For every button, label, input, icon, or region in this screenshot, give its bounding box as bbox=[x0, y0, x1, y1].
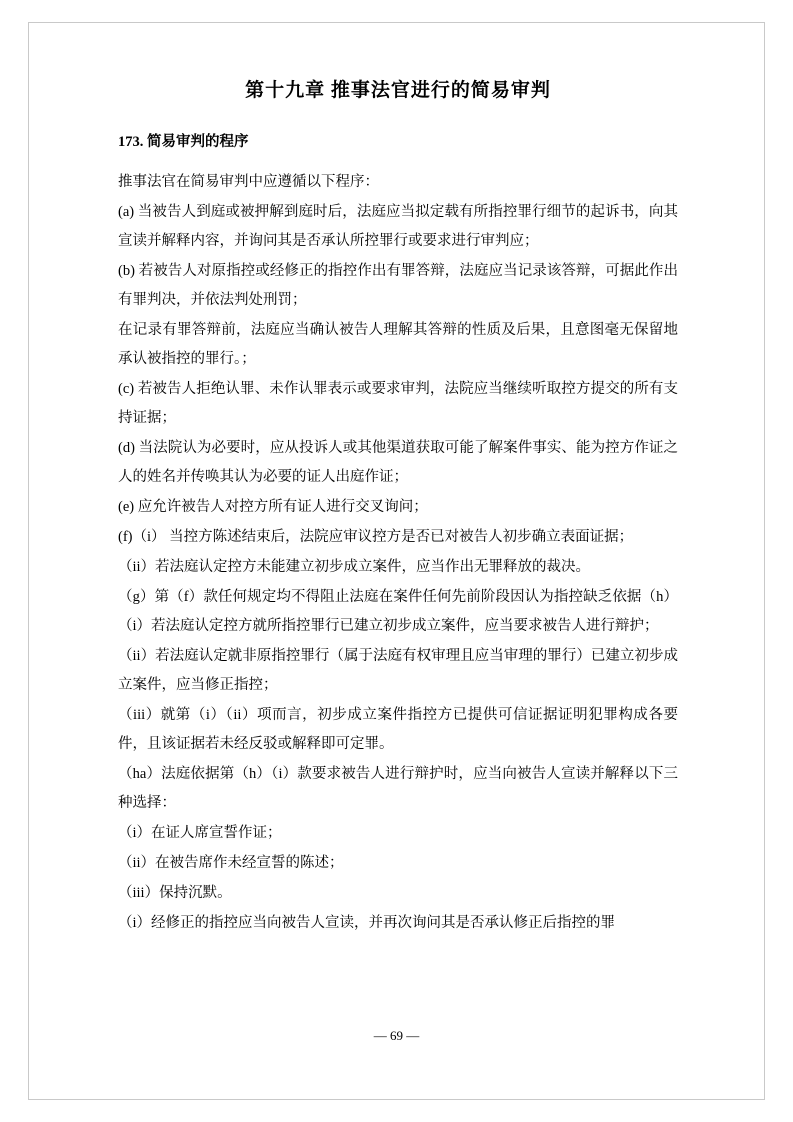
paragraph: （ii）若法庭认定就非原指控罪行（属于法庭有权审理且应当审理的罪行）已建立初步成立案件，应当修正指控； bbox=[118, 647, 678, 693]
paragraph: (e) 应允许被告人对控方所有证人进行交叉询问； bbox=[118, 498, 428, 515]
paragraph: (b) 若被告人对原指控或经修正的指控作出有罪答辩，法庭应当记录该答辩，可据此作出有罪判决，并依法判处刑罚； bbox=[118, 262, 678, 308]
paragraph: （ha）法庭依据第（h）（i）款要求被告人进行辩护时，应当向被告人宣读并解释以下三种选择： bbox=[118, 765, 678, 811]
paragraph: （ii）若法庭认定控方未能建立初步成立案件，应当作出无罪释放的裁决。 bbox=[118, 558, 591, 575]
paragraph: （i）在证人席宣誓作证； bbox=[118, 824, 282, 841]
paragraph: 推事法官在简易审判中应遵循以下程序： bbox=[118, 173, 379, 190]
paragraph: （g）第（f）款任何规定均不得阻止法庭在案件任何先前阶段因认为指控缺乏依据（h）（i）若法庭认定控方就所指控罪行已建立初步成立案件，应当要求被告人进行辩护； bbox=[118, 588, 678, 634]
paragraph: （iii）就第（i）（ii）项而言，初步成立案件指控方已提供可信证据证明犯罪构成各要件，且该证据若未经反驳或解释即可定罪。 bbox=[118, 706, 678, 752]
paragraph: (d) 当法院认为必要时，应从投诉人或其他渠道获取可能了解案件事实、能为控方作证之人的姓名并传唤其认为必要的证人出庭作证； bbox=[118, 439, 678, 485]
page-content bbox=[118, 78, 678, 939]
paragraph: （i）经修正的指控应当向被告人宣读，并再次询问其是否承认修正后指控的罪 bbox=[118, 914, 616, 931]
paragraph: （ii）在被告席作未经宣誓的陈述； bbox=[118, 854, 344, 871]
paragraph: （iii）保持沉默。 bbox=[118, 884, 232, 901]
paragraph: (c) 若被告人拒绝认罪、未作认罪表示或要求审判，法院应当继续听取控方提交的所有支持证据； bbox=[118, 380, 678, 426]
page-title: 第十九章 推事法官进行的简易审判 bbox=[245, 80, 551, 101]
section-heading: 173. 简易审判的程序 bbox=[118, 133, 249, 150]
paragraph: 在记录有罪答辩前，法庭应当确认被告人理解其答辩的性质及后果，且意图毫无保留地承认被指控的罪行。； bbox=[118, 321, 678, 367]
page-number: — 69 — bbox=[373, 1028, 420, 1043]
paragraph: (f)（i） 当控方陈述结束后，法院应审议控方是否已对被告人初步确立表面证据； bbox=[118, 528, 634, 545]
paragraph: (a) 当被告人到庭或被押解到庭时后，法庭应当拟定载有所指控罪行细节的起诉书，向其宣读并解释内容，并询问其是否承认所控罪行或要求进行审判应； bbox=[118, 203, 678, 249]
